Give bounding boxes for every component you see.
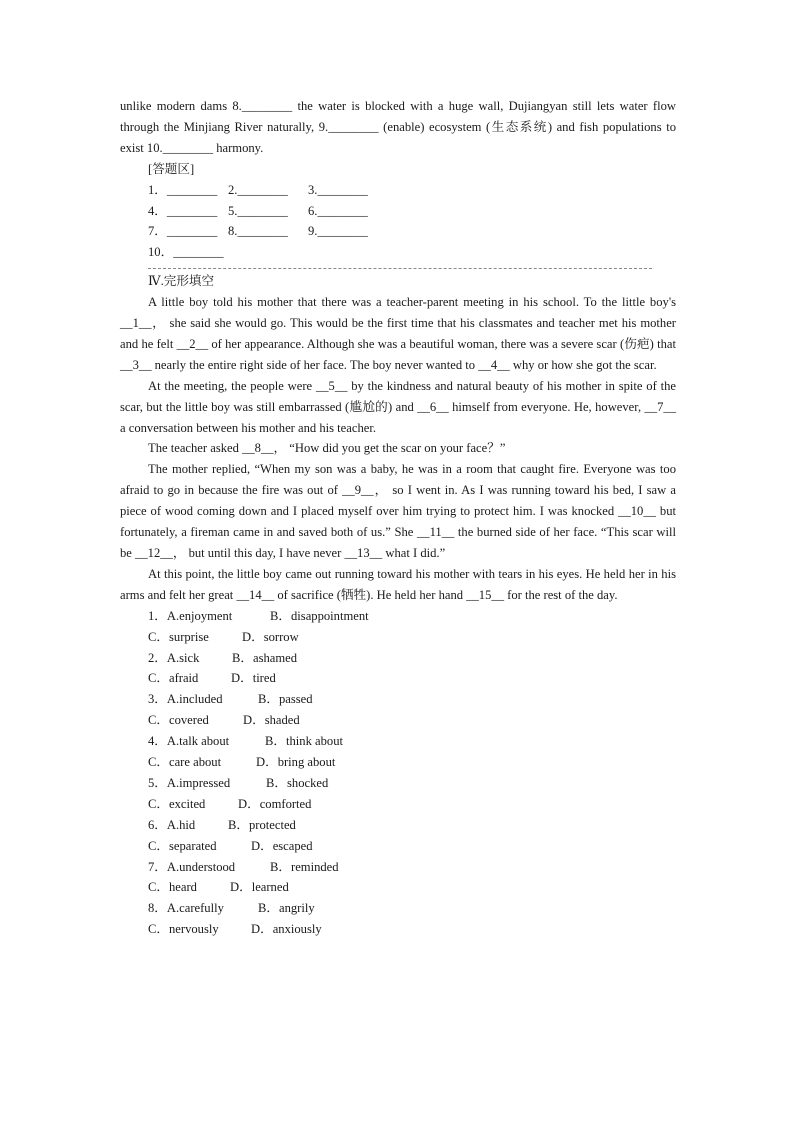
option-7c[interactable]: C．heard	[148, 880, 197, 895]
option-8d[interactable]: D．anxiously	[251, 922, 322, 937]
option-4d[interactable]: D．bring about	[256, 755, 336, 770]
option-6c[interactable]: C．separated	[148, 838, 217, 853]
option-row-q8-cd	[148, 919, 676, 940]
option-row-q5-cd	[148, 794, 676, 815]
answer-blank-1[interactable]: 1．________	[148, 182, 218, 197]
blank-12: __12__	[135, 545, 173, 560]
text: ， she said she would go. This would be the first time that his classmates and teacher met his mother and he felt	[120, 316, 676, 351]
text: (enable) ecosystem (生态系统) and fish populations to exist 10.	[120, 119, 676, 155]
answer-blank-8[interactable]: 8.________	[228, 224, 288, 239]
blank-6: __6__	[417, 399, 449, 414]
dashed-divider	[148, 268, 652, 269]
blank-9: ________	[328, 119, 379, 134]
text: At the meeting, the people were	[148, 378, 316, 393]
option-8b[interactable]: B．angrily	[258, 901, 315, 916]
text: himself from everyone. He, however,	[448, 399, 645, 414]
blank-11: __11__	[416, 525, 455, 540]
option-1c[interactable]: C．surprise	[148, 629, 209, 644]
answer-row	[148, 242, 676, 263]
text: what I did.”	[382, 545, 446, 560]
answer-blank-6[interactable]: 6.________	[308, 203, 368, 218]
option-4a[interactable]: 4．A.talk about	[148, 734, 230, 749]
options-list	[120, 606, 676, 941]
option-3a[interactable]: 3．A.included	[148, 692, 223, 707]
answer-blank-9[interactable]: 9.________	[308, 224, 368, 239]
text: At this point, the little boy came out running toward his mother with tears in his eyes. He held her in his arms and felt her great	[120, 566, 676, 602]
text: ， “How did you get the scar on your face？”	[273, 441, 506, 456]
cloze-paragraph-2	[120, 376, 676, 439]
text: The teacher asked	[148, 441, 243, 456]
option-3d[interactable]: D．shaded	[243, 713, 300, 728]
option-1b[interactable]: B．disappointment	[270, 608, 369, 623]
option-8c[interactable]: C．nervously	[148, 922, 219, 937]
option-2a[interactable]: 2．A.sick	[148, 650, 200, 665]
blank-4: __4__	[478, 357, 510, 372]
document-page	[120, 96, 676, 940]
text: nearly the entire right side of her face. The boy never wanted to	[151, 357, 479, 372]
text: A little boy told his mother that there was a teacher-parent meeting in his school. To the little boy's	[148, 295, 676, 310]
option-6a[interactable]: 6．A.hid	[148, 817, 196, 832]
text: the water is blocked with a huge wall, Dujiangyan still lets water flow through the Minjiang River naturally, 9.	[120, 99, 676, 134]
blank-8: __8__	[242, 441, 274, 456]
text: The mother replied, “When my son was a baby, he was in a room that caught fire. Everyone was too afraid to go in because the fire was out of	[120, 462, 676, 498]
blank-3: __3__	[120, 357, 152, 372]
option-row-q4-ab	[148, 731, 676, 752]
text: of sacrifice (牺牲). He held her hand	[274, 587, 467, 602]
option-8a[interactable]: 8．A.carefully	[148, 901, 224, 916]
blank-2: __2__	[176, 336, 209, 351]
option-2c[interactable]: C．afraid	[148, 671, 199, 686]
text: ， but until this day, I have never	[172, 545, 345, 560]
option-7b[interactable]: B．reminded	[270, 859, 339, 874]
option-row-q7-cd	[148, 877, 676, 898]
option-3b[interactable]: B．passed	[258, 692, 313, 707]
answer-row	[148, 180, 676, 201]
answer-row	[148, 201, 676, 222]
option-1d[interactable]: D．sorrow	[242, 629, 299, 644]
option-6d[interactable]: D．escaped	[251, 838, 313, 853]
option-2d[interactable]: D．tired	[231, 671, 276, 686]
text: the burned side of her face. “This scar will be	[120, 525, 676, 560]
answer-blank-5[interactable]: 5.________	[228, 203, 288, 218]
option-5a[interactable]: 5．A.impressed	[148, 775, 231, 790]
section-title: Ⅳ.完形填空	[148, 274, 215, 289]
option-7d[interactable]: D．learned	[230, 880, 289, 895]
option-row-q1-ab	[148, 606, 676, 627]
cloze-paragraph-1	[120, 292, 676, 376]
answer-area-heading: [答题区]	[148, 161, 195, 176]
option-7a[interactable]: 7．A.understood	[148, 859, 236, 874]
option-row-q5-ab	[148, 773, 676, 794]
answer-blank-2[interactable]: 2.________	[228, 182, 288, 197]
cloze-paragraph-3	[120, 438, 676, 459]
option-1a[interactable]: 1．A.enjoyment	[148, 608, 233, 623]
top-paragraph	[120, 96, 676, 159]
cloze-paragraph-4	[120, 459, 676, 564]
option-row-q6-ab	[148, 815, 676, 836]
option-2b[interactable]: B．ashamed	[232, 650, 298, 665]
option-5b[interactable]: B．shocked	[266, 775, 329, 790]
text: harmony.	[213, 140, 264, 155]
option-4b[interactable]: B．think about	[265, 734, 344, 749]
option-row-q7-ab	[148, 857, 676, 878]
option-row-q3-cd	[148, 710, 676, 731]
option-row-q4-cd	[148, 752, 676, 773]
text: of her appearance. Although she was a beautiful woman, there was a severe scar (伤疤) that	[208, 336, 677, 351]
answer-blank-7[interactable]: 7．________	[148, 224, 218, 239]
text: unlike modern dams 8.	[120, 99, 242, 113]
text: why or how she got the scar.	[509, 357, 657, 372]
option-row-q6-cd	[148, 836, 676, 857]
option-3c[interactable]: C．covered	[148, 713, 209, 728]
cloze-paragraph-5	[120, 564, 676, 606]
blank-8: ________	[241, 99, 293, 113]
option-6b[interactable]: B．protected	[228, 817, 296, 832]
blank-14: __14__	[236, 587, 275, 602]
blank-15: __15__	[466, 587, 504, 602]
answer-blank-3[interactable]: 3.________	[308, 182, 368, 197]
option-row-q1-cd	[148, 627, 676, 648]
blank-9: __9__	[342, 483, 374, 498]
text: by the kindness and natural beauty of his mother in spite of the scar, but the little boy was still embarrassed (尴尬的) and	[120, 378, 676, 414]
blank-10: ________	[162, 140, 214, 155]
answer-blank-10[interactable]: 10．________	[148, 245, 224, 260]
blank-13: __13__	[344, 545, 383, 560]
option-5d[interactable]: D．comforted	[238, 796, 312, 811]
blank-1: __1__	[120, 316, 152, 330]
option-row-q8-ab	[148, 898, 676, 919]
option-row-q3-ab	[148, 689, 676, 710]
blank-5: __5__	[315, 378, 348, 393]
option-row-q2-ab	[148, 648, 676, 669]
text: but fortunately, a fireman came in and saved both of us.” She	[120, 504, 677, 540]
blank-7: __7__	[644, 399, 677, 414]
text: ， so I went in. As I was running toward his bed, I saw a piece of wood coming down and I placed myself over him trying to protect him. I was knocked	[120, 483, 676, 519]
text: a conversation between his mother and his teacher.	[120, 420, 376, 435]
option-row-q2-cd	[148, 668, 676, 689]
text: for the rest of the day.	[503, 587, 618, 602]
answer-blank-4[interactable]: 4．________	[148, 203, 218, 218]
answer-row	[148, 221, 676, 242]
option-5c[interactable]: C．excited	[148, 796, 206, 811]
blank-10: __10__	[618, 504, 656, 519]
option-4c[interactable]: C．care about	[148, 755, 222, 770]
